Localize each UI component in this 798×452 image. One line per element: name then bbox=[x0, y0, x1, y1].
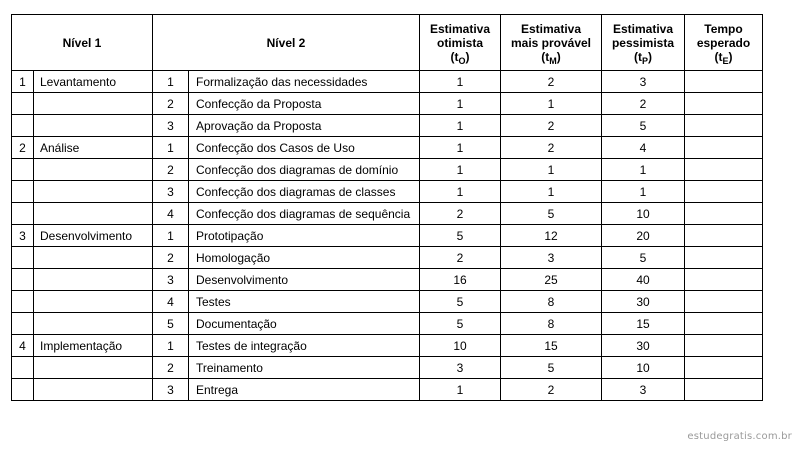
nivel1-number: 1 bbox=[12, 71, 34, 93]
nivel2-number: 3 bbox=[153, 379, 189, 401]
nivel2-label: Desenvolvimento bbox=[189, 269, 420, 291]
pessimista-value: 2 bbox=[602, 93, 685, 115]
nivel2-number: 1 bbox=[153, 225, 189, 247]
esperado-value bbox=[685, 379, 763, 401]
otimista-value: 1 bbox=[420, 379, 501, 401]
header-nivel1: Nível 1 bbox=[12, 15, 153, 71]
otimista-value: 1 bbox=[420, 71, 501, 93]
esperado-value bbox=[685, 357, 763, 379]
esperado-value bbox=[685, 137, 763, 159]
pessimista-value: 10 bbox=[602, 357, 685, 379]
esperado-value bbox=[685, 313, 763, 335]
esperado-value bbox=[685, 269, 763, 291]
otimista-value: 2 bbox=[420, 247, 501, 269]
nivel1-number: 3 bbox=[12, 225, 34, 247]
table-row bbox=[12, 159, 763, 181]
provavel-value: 15 bbox=[501, 335, 602, 357]
nivel2-number: 3 bbox=[153, 181, 189, 203]
table-row bbox=[12, 247, 763, 269]
nivel2-number: 1 bbox=[153, 137, 189, 159]
table-row bbox=[12, 269, 763, 291]
otimista-value: 16 bbox=[420, 269, 501, 291]
esperado-value bbox=[685, 115, 763, 137]
otimista-value: 3 bbox=[420, 357, 501, 379]
nivel2-label: Confecção da Proposta bbox=[189, 93, 420, 115]
nivel2-label: Confecção dos Casos de Uso bbox=[189, 137, 420, 159]
watermark: estudegratis.com.br bbox=[687, 431, 792, 442]
provavel-value: 1 bbox=[501, 159, 602, 181]
nivel2-label: Aprovação da Proposta bbox=[189, 115, 420, 137]
nivel1-number bbox=[12, 159, 34, 181]
provavel-value: 5 bbox=[501, 357, 602, 379]
nivel1-number bbox=[12, 269, 34, 291]
pessimista-value: 4 bbox=[602, 137, 685, 159]
nivel1-number bbox=[12, 313, 34, 335]
nivel2-number: 3 bbox=[153, 269, 189, 291]
table-row bbox=[12, 93, 763, 115]
nivel1-label bbox=[34, 379, 153, 401]
otimista-value: 1 bbox=[420, 115, 501, 137]
table-row bbox=[12, 357, 763, 379]
estimates-table bbox=[11, 14, 763, 401]
provavel-value: 8 bbox=[501, 291, 602, 313]
nivel1-label bbox=[34, 93, 153, 115]
nivel2-number: 1 bbox=[153, 335, 189, 357]
table-row bbox=[12, 115, 763, 137]
provavel-value: 1 bbox=[501, 181, 602, 203]
provavel-value: 25 bbox=[501, 269, 602, 291]
pessimista-value: 1 bbox=[602, 181, 685, 203]
provavel-value: 12 bbox=[501, 225, 602, 247]
esperado-value bbox=[685, 247, 763, 269]
nivel2-label: Testes de integração bbox=[189, 335, 420, 357]
nivel2-number: 3 bbox=[153, 115, 189, 137]
pessimista-value: 10 bbox=[602, 203, 685, 225]
otimista-value: 1 bbox=[420, 159, 501, 181]
nivel1-label bbox=[34, 269, 153, 291]
nivel1-number: 4 bbox=[12, 335, 34, 357]
provavel-value: 2 bbox=[501, 71, 602, 93]
table-row bbox=[12, 203, 763, 225]
pessimista-value: 5 bbox=[602, 115, 685, 137]
header-provavel: Estimativa mais provável $(t_M)$ bbox=[501, 15, 602, 71]
provavel-value: 8 bbox=[501, 313, 602, 335]
table-row bbox=[12, 225, 763, 247]
nivel1-label: Implementação bbox=[34, 335, 153, 357]
nivel2-number: 5 bbox=[153, 313, 189, 335]
table-row bbox=[12, 137, 763, 159]
nivel2-label: Confecção dos diagramas de classes bbox=[189, 181, 420, 203]
nivel2-number: 4 bbox=[153, 203, 189, 225]
nivel2-number: 2 bbox=[153, 357, 189, 379]
nivel2-number: 1 bbox=[153, 71, 189, 93]
pessimista-value: 5 bbox=[602, 247, 685, 269]
otimista-value: 1 bbox=[420, 137, 501, 159]
otimista-value: 1 bbox=[420, 181, 501, 203]
nivel1-label bbox=[34, 313, 153, 335]
nivel1-label bbox=[34, 159, 153, 181]
nivel1-number bbox=[12, 93, 34, 115]
otimista-value: 1 bbox=[420, 93, 501, 115]
nivel1-label bbox=[34, 115, 153, 137]
table-row bbox=[12, 291, 763, 313]
esperado-value bbox=[685, 93, 763, 115]
esperado-value bbox=[685, 225, 763, 247]
header-nivel2: Nível 2 bbox=[153, 15, 420, 71]
esperado-value bbox=[685, 335, 763, 357]
provavel-value: 3 bbox=[501, 247, 602, 269]
nivel2-number: 2 bbox=[153, 159, 189, 181]
otimista-value: 10 bbox=[420, 335, 501, 357]
nivel1-number bbox=[12, 379, 34, 401]
pessimista-value: 3 bbox=[602, 71, 685, 93]
pessimista-value: 40 bbox=[602, 269, 685, 291]
otimista-value: 2 bbox=[420, 203, 501, 225]
header-row bbox=[12, 15, 763, 71]
pessimista-value: 3 bbox=[602, 379, 685, 401]
table-row bbox=[12, 379, 763, 401]
provavel-value: 1 bbox=[501, 93, 602, 115]
nivel2-label: Formalização das necessidades bbox=[189, 71, 420, 93]
nivel1-label: Desenvolvimento bbox=[34, 225, 153, 247]
nivel2-label: Testes bbox=[189, 291, 420, 313]
nivel1-number: 2 bbox=[12, 137, 34, 159]
nivel1-number bbox=[12, 291, 34, 313]
provavel-value: 2 bbox=[501, 137, 602, 159]
nivel2-label: Confecção dos diagramas de sequência bbox=[189, 203, 420, 225]
pessimista-value: 20 bbox=[602, 225, 685, 247]
table-row bbox=[12, 71, 763, 93]
esperado-value bbox=[685, 71, 763, 93]
nivel1-label bbox=[34, 181, 153, 203]
nivel1-number bbox=[12, 247, 34, 269]
provavel-value: 2 bbox=[501, 115, 602, 137]
otimista-value: 5 bbox=[420, 225, 501, 247]
nivel1-label bbox=[34, 291, 153, 313]
esperado-value bbox=[685, 291, 763, 313]
provavel-value: 2 bbox=[501, 379, 602, 401]
header-pessimista: Estimativa pessimista $(t_P)$ bbox=[602, 15, 685, 71]
nivel1-number bbox=[12, 357, 34, 379]
nivel2-label: Treinamento bbox=[189, 357, 420, 379]
nivel1-number bbox=[12, 115, 34, 137]
table-row bbox=[12, 313, 763, 335]
provavel-value: 5 bbox=[501, 203, 602, 225]
nivel1-number bbox=[12, 203, 34, 225]
nivel1-label bbox=[34, 357, 153, 379]
nivel2-number: 2 bbox=[153, 93, 189, 115]
nivel1-number bbox=[12, 181, 34, 203]
nivel2-number: 4 bbox=[153, 291, 189, 313]
nivel1-label: Levantamento bbox=[34, 71, 153, 93]
nivel2-label: Homologação bbox=[189, 247, 420, 269]
pessimista-value: 15 bbox=[602, 313, 685, 335]
nivel2-number: 2 bbox=[153, 247, 189, 269]
table-row bbox=[12, 181, 763, 203]
nivel2-label: Prototipação bbox=[189, 225, 420, 247]
pessimista-value: 1 bbox=[602, 159, 685, 181]
pessimista-value: 30 bbox=[602, 335, 685, 357]
otimista-value: 5 bbox=[420, 313, 501, 335]
nivel1-label bbox=[34, 247, 153, 269]
nivel1-label: Análise bbox=[34, 137, 153, 159]
esperado-value bbox=[685, 159, 763, 181]
nivel1-label bbox=[34, 203, 153, 225]
nivel2-label: Documentação bbox=[189, 313, 420, 335]
esperado-value bbox=[685, 203, 763, 225]
otimista-value: 5 bbox=[420, 291, 501, 313]
nivel2-label: Entrega bbox=[189, 379, 420, 401]
nivel2-label: Confecção dos diagramas de domínio bbox=[189, 159, 420, 181]
header-otimista: Estimativa otimista $(t_O)$ bbox=[420, 15, 501, 71]
esperado-value bbox=[685, 181, 763, 203]
pessimista-value: 30 bbox=[602, 291, 685, 313]
table-body bbox=[12, 71, 763, 401]
table-row bbox=[12, 335, 763, 357]
header-esperado: Tempo esperado $(t_E)$ bbox=[685, 15, 763, 71]
